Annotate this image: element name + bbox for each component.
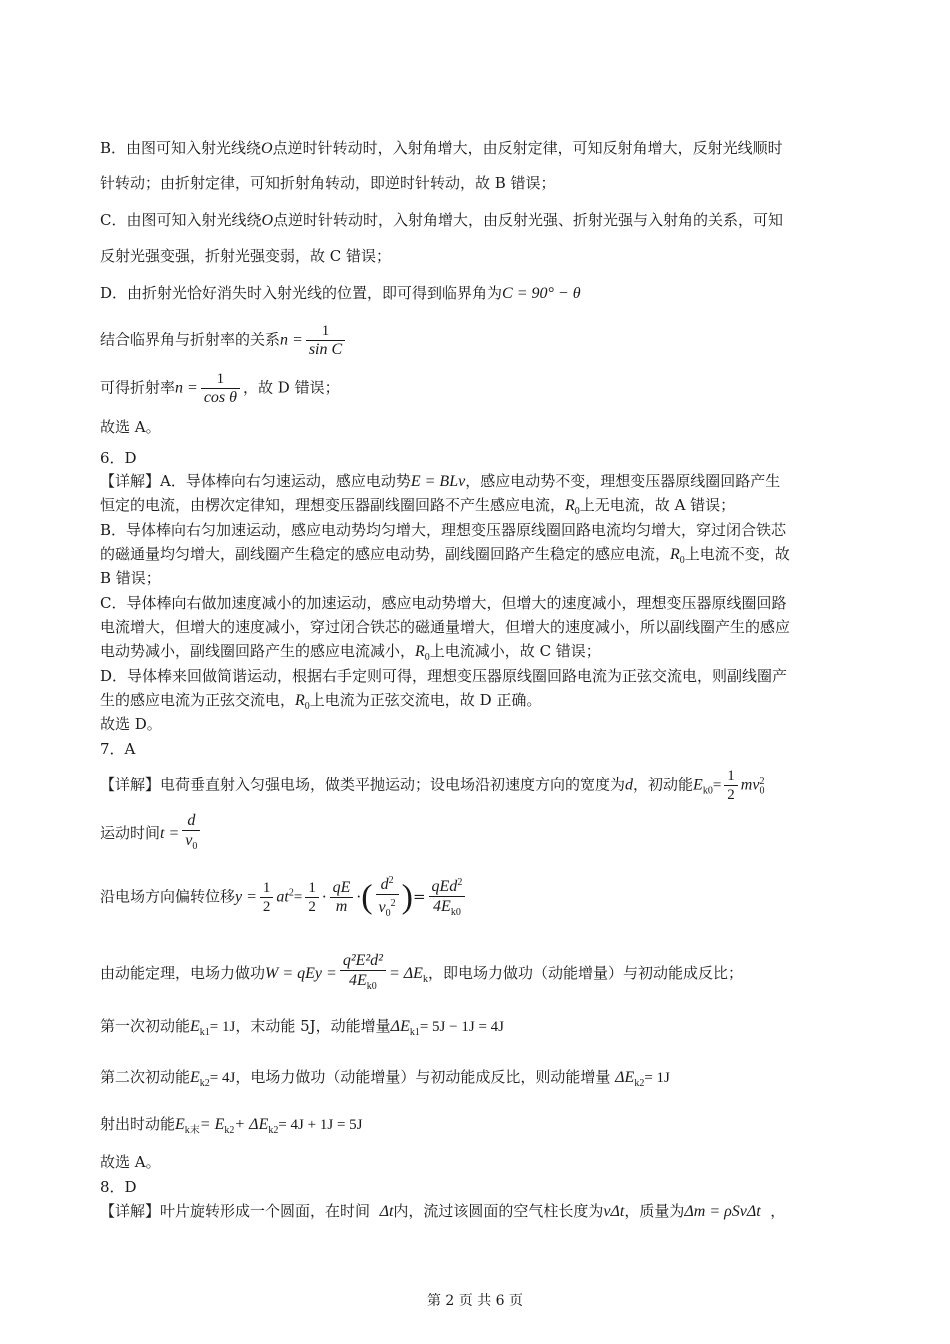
- fraction: $\frac{1}{\text{cos θ}}$: [201, 370, 240, 407]
- fraction: $\frac{d^2}{v_0^2}$: [376, 872, 399, 923]
- q6-option-b-line1: B．导体棒向右匀加速运动，感应电动势均匀增大，理想变压器原线圈回路电流均匀增大，穿过闭合铁芯: [100, 521, 787, 539]
- q6-option-c-line1: C．导体棒向右做加速度减小的加速运动，感应电动势增大，但增大的速度减小，理想变压器原线圈回路: [100, 594, 787, 612]
- q8-detail-line1: 【详解】叶片旋转形成一个圆面，在时间 Δt内，流过该圆面的空气柱长度为vΔt，质量为Δm = ρSvΔt ，: [100, 1202, 786, 1220]
- q5-option-d-line1: D．由折射光恰好消失时入射光线的位置，即可得到临界角为C = 90° − θ: [100, 284, 581, 302]
- fraction: $\frac{1}{2}$: [305, 879, 319, 916]
- q5-option-c-line2: 反射光强变强，折射光强变弱，故 C 错误；: [100, 247, 392, 265]
- q7-second-energy: 第二次初动能$E_{k2}= 4J$，电场力做功（动能增量）与初动能成反比，则动能增量 $\Delta E_{k2}= 1J$: [100, 1068, 670, 1089]
- q5-refractive-index: 可得折射率n = $\frac{1}{\text{cos θ}}$ ，故 D 错误；: [100, 371, 340, 406]
- q7-deflection: 沿电场方向偏转位移y = $\frac{1}{2}$ $at^2=$ $\frac{1}{2}$ · $\frac{qE}{m}$ ·( $\frac{d^2}{v_0^2}$ )= $\frac{qEd^2}{4E_{k0}}$: [100, 872, 860, 923]
- fraction: $\frac{1}{2}$: [724, 767, 738, 804]
- fraction: $\frac{1}{2}$: [260, 879, 274, 916]
- q8-number: 8．D: [100, 1178, 137, 1196]
- q5-answer: 故选 A。: [100, 418, 161, 436]
- fraction: $\frac{1}{\text{sin C}}$: [306, 322, 345, 359]
- fraction: $\frac{d}{v_0}$: [182, 812, 200, 856]
- q6-option-a-line2: 恒定的电流，由楞次定律知，理想变压器副线圈回路不产生感应电流，$R_0$上无电流，故 A 错误；: [100, 496, 736, 517]
- q6-number: 6．D: [100, 449, 137, 467]
- q6-option-c-line2: 电流增大，但增大的速度减小，穿过闭合铁芯的磁通量增大，但增大的速度减小，所以副线圈产生的感应: [100, 618, 791, 636]
- page-footer: 第 2 页 共 6 页: [426, 1293, 524, 1309]
- q7-number: 7．A: [100, 740, 136, 758]
- q5-option-b-line2: 针转动；由折射定律，可知折射角转动，即逆时针转动，故 B 错误；: [100, 174, 556, 192]
- q6-option-c-line3: 电动势减小，副线圈回路产生的感应电流减小，$R_0$上电流减小，故 C 错误；: [100, 642, 601, 663]
- fraction: $\frac{\text{q²E²d²}}{4E_{k0}}$: [340, 952, 386, 996]
- q7-answer: 故选 A。: [100, 1153, 161, 1171]
- q7-exit-energy: 射出时动能$E_{k末}= E_{k2}+ \Delta E_{k2}= 4J + 1J = 5J$: [100, 1115, 363, 1136]
- q6-option-b-line2: 的磁通量均匀增大，副线圈产生稳定的感应电动势，副线圈回路产生稳定的感应电流，$R_0$上电流不变，故: [100, 545, 790, 566]
- q5-option-c-line1: C．由图可知入射光线绕O点逆时针转动时，入射角增大，由反射光强、折射光强与入射角的关系，可知: [100, 211, 784, 229]
- fraction: $\frac{qEd^2}{4E_{k0}}$: [429, 874, 466, 922]
- q7-detail-line1: 【详解】电荷垂直射入匀强电场，做类平抛运动；设电场沿初速度方向的宽度为d，初动能$E_{k0}=$ $\frac{1}{2}$ $mv_0^2$: [100, 768, 765, 803]
- q5-critical-angle-relation: 结合临界角与折射率的关系n = $\frac{1}{\text{sin C}}$: [100, 322, 860, 359]
- q6-option-a-line1: 【详解】A．导体棒向右匀速运动，感应电动势E = BLv，感应电动势不变，理想变压器原线圈回路产生: [100, 472, 781, 490]
- q6-answer: 故选 D。: [100, 715, 162, 733]
- q5-option-b-line1: B．由图可知入射光线绕O点逆时针转动时，入射角增大，由反射定律，可知反射角增大，反射光线顺时: [100, 139, 783, 157]
- q7-first-energy: 第一次初动能$E_{k1}= 1J$，末动能 5J，动能增量$\Delta E_{k1}= 5J - 1J = 4J$: [100, 1017, 504, 1038]
- fraction: $\frac{qE}{m}$: [330, 879, 354, 916]
- q6-option-d-line2: 生的感应电流为正弦交流电，$R_0$上电流为正弦交流电，故 D 正确。: [100, 691, 542, 712]
- q6-option-b-line3: B 错误；: [100, 569, 161, 587]
- q7-work-energy: 由动能定理，电场力做功W = qEy = $\frac{\text{q²E²d²}}{4E_{k0}}$ = $\Delta E_k$，即电场力做功（动能增量）与初动能成反比；: [100, 952, 860, 996]
- q6-option-d-line1: D．导体棒来回做简谐运动，根据右手定则可得，理想变压器原线圈回路电流为正弦交流电，则副线圈产: [100, 667, 788, 685]
- q7-motion-time: 运动时间t = $\frac{d}{v_0}$: [100, 812, 860, 856]
